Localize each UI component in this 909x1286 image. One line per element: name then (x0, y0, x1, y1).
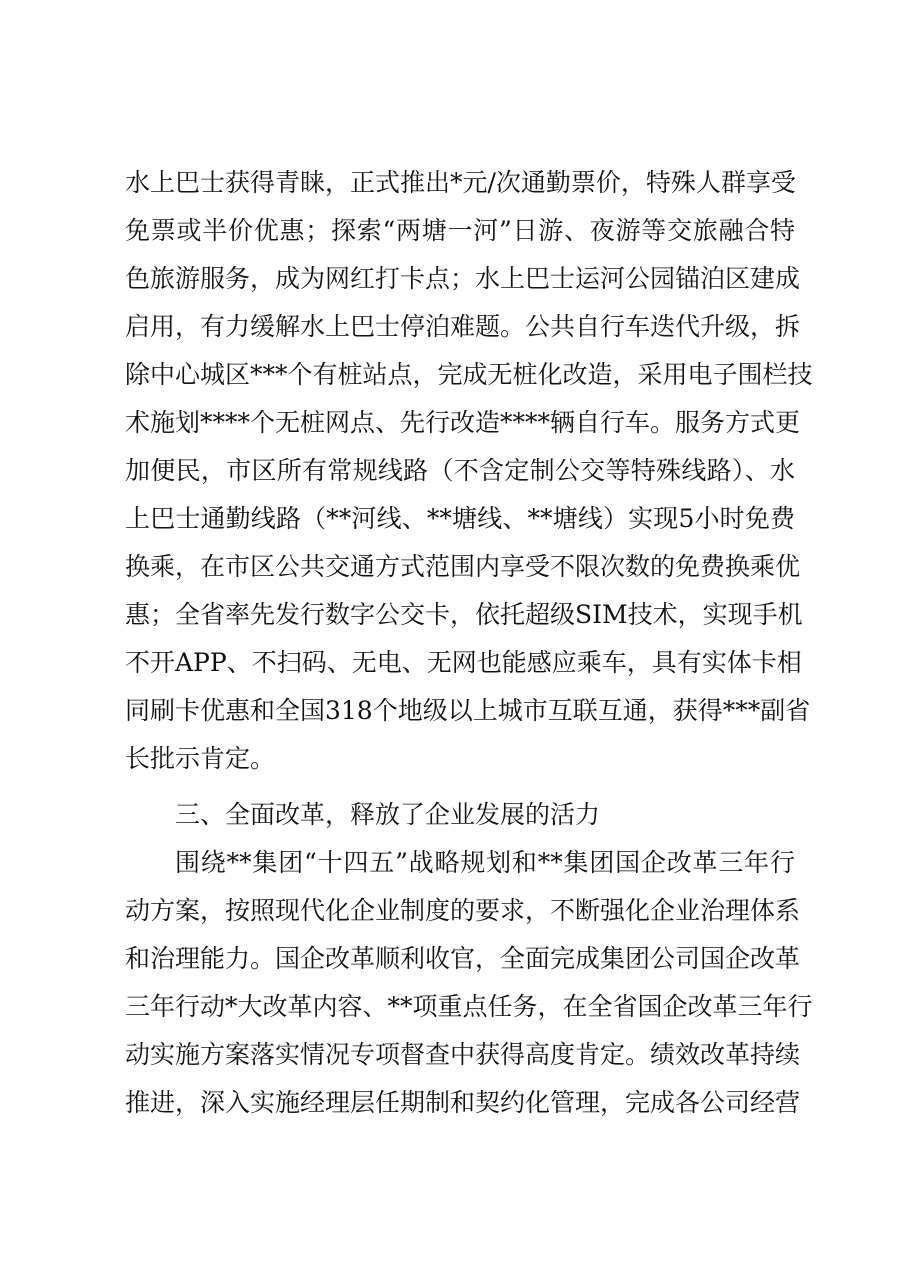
text-line: 换乘，在市区公共交通方式范围内享受不限次数的免费换乘优 (125, 552, 801, 581)
text-line: 动方案，按照现代化企业制度的要求，不断强化企业治理体系 (125, 896, 801, 925)
text-line: 三年行动*大改革内容、**项重点任务，在全省国企改革三年行 (125, 992, 813, 1021)
text-line: 除中心城区***个有桩站点，完成无桩化改造，采用电子围栏技 (125, 360, 813, 389)
text-line: 不开APP、不扫码、无电、无网也能感应乘车，具有实体卡相 (125, 648, 802, 677)
text-line: 推进，深入实施经理层任期制和契约化管理，完成各公司经营 (125, 1088, 801, 1117)
text-line: 和治理能力。国企改革顺利收官，全面完成集团公司国企改革 (125, 944, 801, 973)
text-line: 同刷卡优惠和全国318个地级以上城市互联互通，获得***副省 (125, 696, 811, 725)
text-line: 动实施方案落实情况专项督查中获得高度肯定。绩效改革持续 (125, 1040, 801, 1069)
text-line: 上巴士通勤线路（**河线、**塘线、**塘线）实现5小时免费 (125, 504, 795, 533)
section-heading: 三、全面改革，释放了企业发展的活力 (175, 800, 601, 829)
text-line: 水上巴士获得青睐，正式推出*元/次通勤票价，特殊人群享受 (125, 168, 796, 197)
text-line: 长批示肯定。 (125, 744, 276, 773)
text-line: 惠；全省率先发行数字公交卡，依托超级SIM技术，实现手机 (125, 600, 803, 629)
text-line: 围绕**集团“十四五”战略规划和**集团国企改革三年行 (175, 848, 795, 877)
text-line: 术施划****个无桩网点、先行改造****辆自行车。服务方式更 (125, 408, 801, 437)
text-line: 加便民，市区所有常规线路（不含定制公交等特殊线路）、水 (125, 456, 795, 485)
text-line: 免票或半价优惠；探索“两塘一河”日游、夜游等交旅融合特 (125, 216, 795, 245)
text-line: 色旅游服务，成为网红打卡点；水上巴士运河公园锚泊区建成 (125, 264, 801, 293)
text-line: 启用，有力缓解水上巴士停泊难题。公共自行车迭代升级，拆 (125, 312, 801, 341)
